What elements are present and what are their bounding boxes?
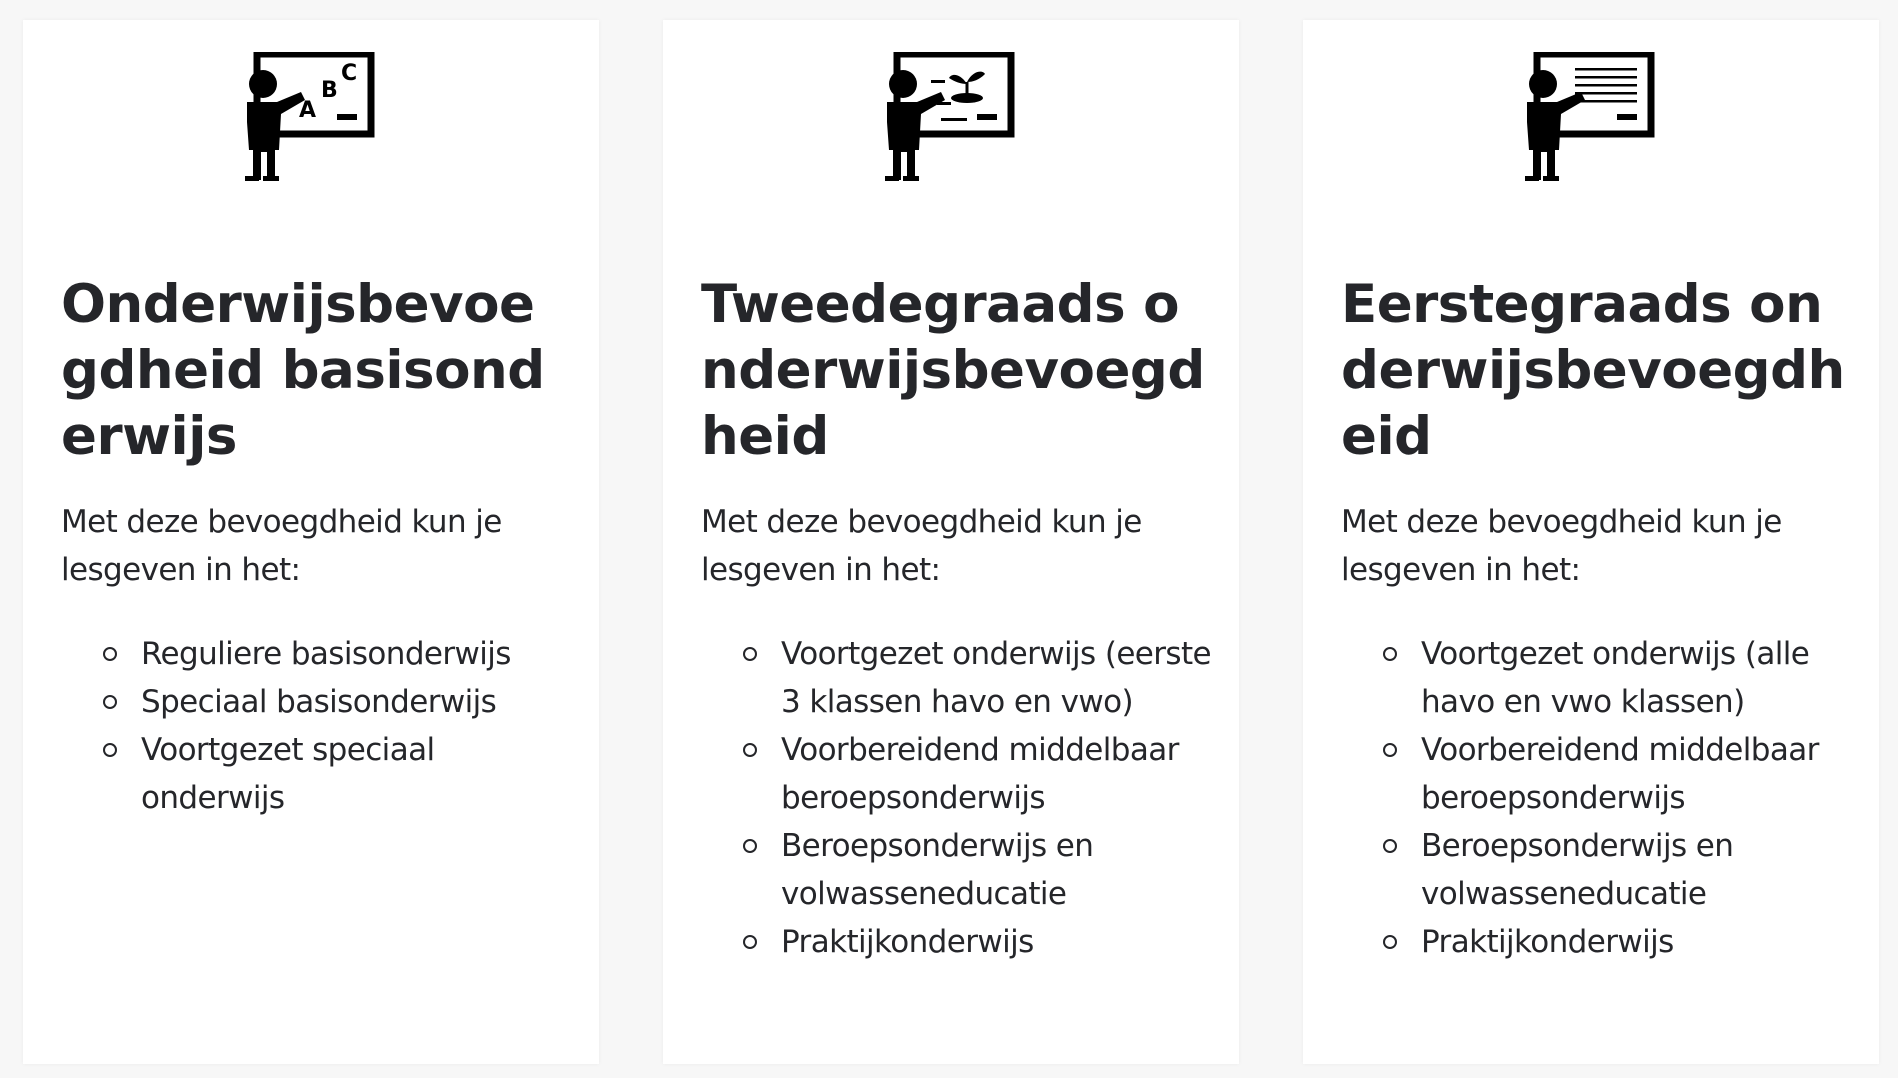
list-item	[1421, 726, 1861, 822]
list-item-label: Reguliere basisonderwijs	[141, 636, 511, 672]
bullet-circle-icon	[1383, 839, 1397, 853]
list-item-label: Voorbereidend middelbaar beroepsonderwijs	[1421, 732, 1819, 816]
bullet-circle-icon	[743, 935, 757, 949]
bullet-circle-icon	[1383, 647, 1397, 661]
list-item-label: Beroepsonderwijs en volwasseneducatie	[781, 828, 1094, 912]
list-item-label: Voortgezet speciaal onderwijs	[141, 732, 435, 816]
card-list	[781, 630, 1221, 966]
bullet-circle-icon	[743, 743, 757, 757]
list-item-label: Beroepsonderwijs en volwasseneducatie	[1421, 828, 1734, 912]
card-title: Eerstegraads onderwijsbevoegdheid	[1341, 274, 1845, 467]
list-item-label: Voortgezet onderwijs (eerste 3 klassen havo en vwo)	[781, 636, 1211, 720]
list-item	[1421, 918, 1861, 966]
teacher-abc-board-icon	[241, 52, 381, 182]
list-item	[1421, 630, 1861, 726]
bullet-circle-icon	[1383, 935, 1397, 949]
list-item-label: Speciaal basisonderwijs	[141, 684, 497, 720]
card-list	[141, 630, 581, 822]
card-intro: Met deze bevoegdheid kun je lesgeven in het:	[701, 504, 1142, 588]
svg-text:A: A	[299, 98, 317, 123]
card-icon-wrap	[663, 52, 1239, 182]
card-icon-wrap	[1303, 52, 1879, 182]
card-tweedegraads	[663, 20, 1239, 1064]
card-list	[1421, 630, 1861, 966]
list-item	[141, 726, 581, 822]
bullet-circle-icon	[743, 839, 757, 853]
teacher-plant-board-icon	[881, 52, 1021, 182]
svg-text:B: B	[321, 78, 338, 103]
svg-text:C: C	[341, 61, 358, 86]
list-item	[141, 678, 581, 726]
list-item-label: Praktijkonderwijs	[781, 924, 1034, 960]
card-title: Tweedegraads onderwijsbevoegdheid	[701, 274, 1205, 467]
bullet-circle-icon	[1383, 743, 1397, 757]
teacher-lines-board-icon	[1521, 52, 1661, 182]
list-item	[1421, 822, 1861, 918]
bullet-circle-icon	[103, 647, 117, 661]
bullet-circle-icon	[103, 743, 117, 757]
card-eerstegraads	[1303, 20, 1879, 1064]
list-item	[781, 918, 1221, 966]
list-item-label: Voorbereidend middelbaar beroepsonderwijs	[781, 732, 1179, 816]
list-item-label: Praktijkonderwijs	[1421, 924, 1674, 960]
list-item-label: Voortgezet onderwijs (alle havo en vwo klassen)	[1421, 636, 1810, 720]
card-intro: Met deze bevoegdheid kun je lesgeven in het:	[61, 504, 502, 588]
bullet-circle-icon	[103, 695, 117, 709]
list-item	[781, 822, 1221, 918]
bullet-circle-icon	[743, 647, 757, 661]
list-item	[781, 630, 1221, 726]
card-icon-wrap	[23, 52, 599, 182]
card-title: Onderwijsbevoegdheid basisonderwijs	[61, 274, 545, 467]
card-basisonderwijs	[23, 20, 599, 1064]
card-intro: Met deze bevoegdheid kun je lesgeven in het:	[1341, 504, 1782, 588]
list-item	[781, 726, 1221, 822]
list-item	[141, 630, 581, 678]
